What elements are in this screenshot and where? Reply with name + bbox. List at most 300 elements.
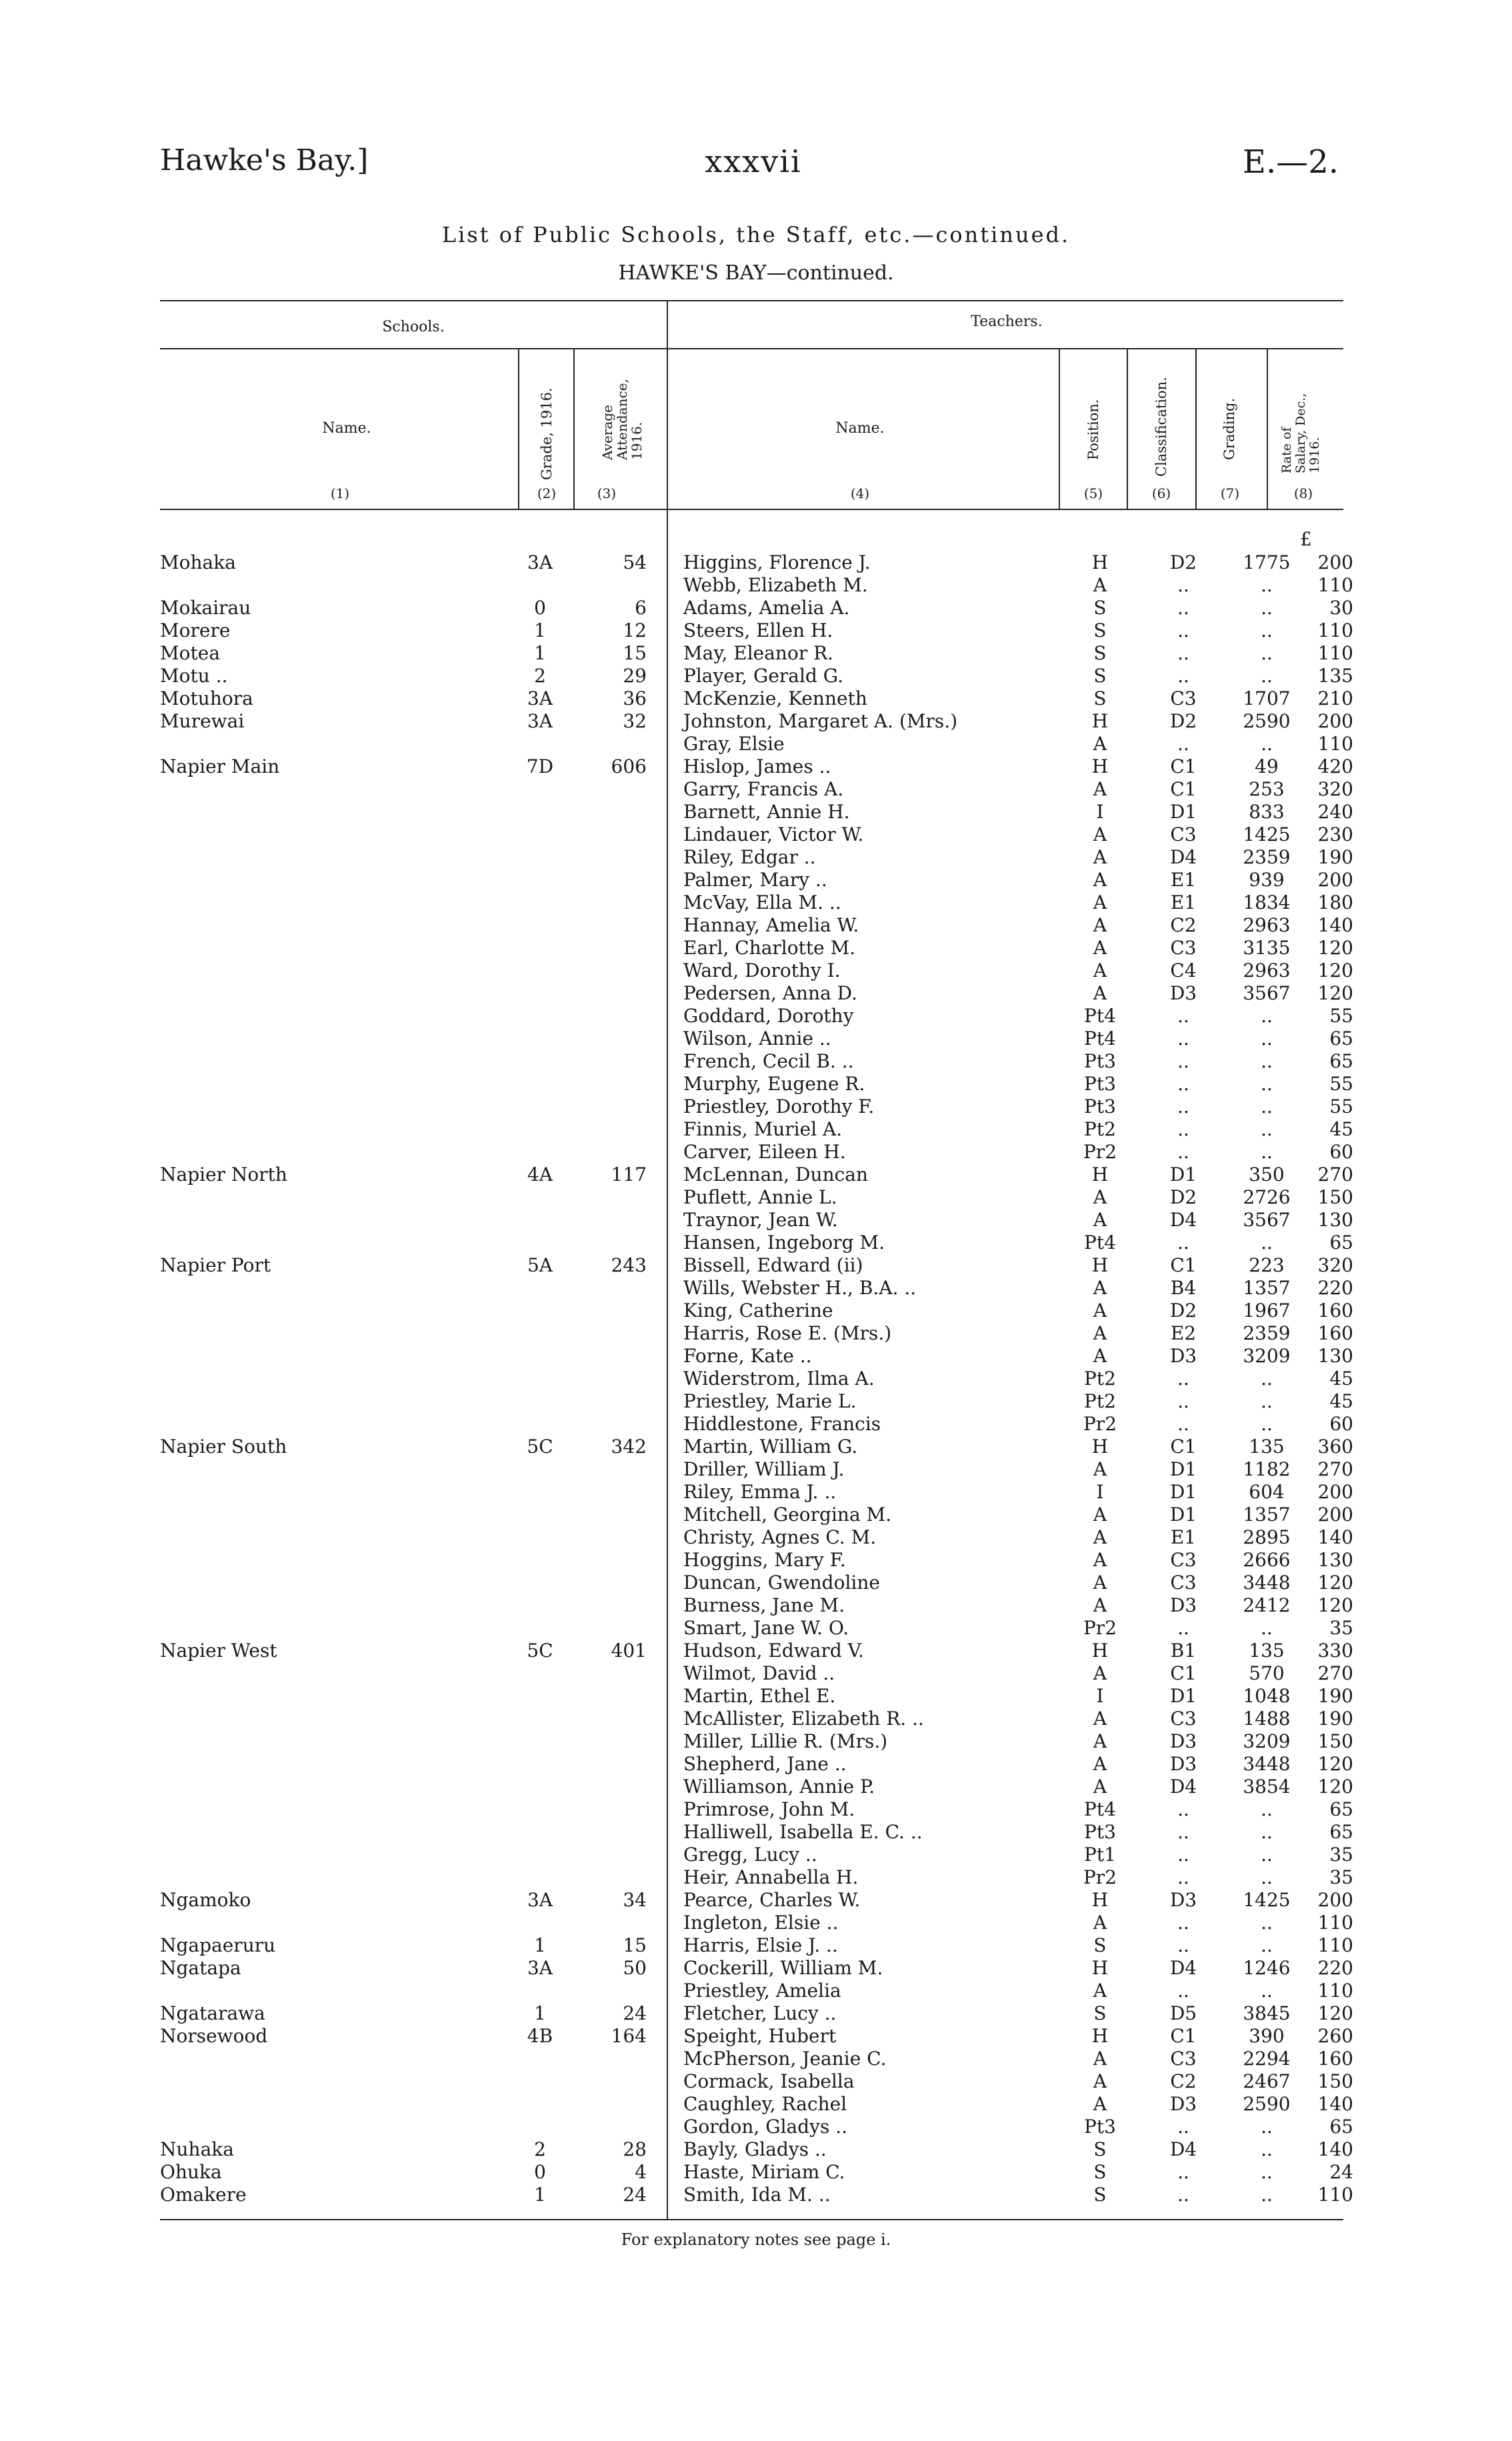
attendance-cell: 4 — [635, 2161, 647, 2183]
classification-cell: .. — [1177, 2116, 1189, 2138]
position-cell: I — [1096, 1481, 1104, 1503]
salary-cell: 110 — [1317, 2184, 1353, 2206]
school-name-cell: Napier West — [160, 1640, 277, 1662]
position-cell: S — [1093, 665, 1107, 687]
position-cell: A — [1093, 1594, 1107, 1616]
teacher-name-cell: Palmer, Mary .. — [683, 869, 827, 891]
grading-cell: .. — [1261, 665, 1273, 687]
teacher-name-cell: Priestley, Dorothy F. — [683, 1095, 875, 1117]
position-cell: Pt4 — [1084, 1005, 1116, 1027]
grading-cell: 1707 — [1243, 687, 1291, 709]
table-row — [160, 1458, 1353, 1481]
classification-cell: C3 — [1170, 687, 1197, 709]
position-cell: A — [1093, 1980, 1107, 2002]
salary-cell: 55 — [1329, 1095, 1353, 1117]
salary-cell: 140 — [1317, 2093, 1353, 2115]
grade-cell: 1 — [534, 642, 546, 664]
teacher-name-cell: Haste, Miriam C. — [683, 2161, 845, 2183]
salary-cell: 110 — [1317, 1980, 1353, 2002]
grade-cell: 5C — [527, 1640, 553, 1662]
position-cell: H — [1091, 1163, 1109, 1185]
position-cell: Pt4 — [1084, 1027, 1116, 1049]
grading-cell: .. — [1261, 1232, 1273, 1254]
salary-cell: 65 — [1329, 2116, 1353, 2138]
salary-cell: 120 — [1317, 2002, 1353, 2024]
school-name-cell: Norsewood — [160, 2025, 268, 2047]
table-row — [160, 1889, 1353, 1912]
table-row — [160, 778, 1353, 801]
grading-cell: 1488 — [1243, 1708, 1291, 1730]
table-row — [160, 642, 1353, 665]
teacher-name-cell: Duncan, Gwendoline — [683, 1572, 880, 1594]
grading-cell: 223 — [1249, 1254, 1285, 1276]
position-cell: A — [1093, 1322, 1107, 1344]
table-row — [160, 937, 1353, 959]
teacher-name-cell: Wills, Webster H., B.A. .. — [683, 1277, 917, 1299]
table-row — [160, 1549, 1353, 1572]
table-row — [160, 1413, 1353, 1436]
position-cell: H — [1091, 755, 1109, 777]
table-row — [160, 665, 1353, 687]
grading-cell: 3135 — [1243, 937, 1291, 959]
teacher-name-cell: Priestley, Amelia — [683, 1980, 841, 2002]
classification-cell: D1 — [1169, 1458, 1197, 1480]
school-name-cell: Motu .. — [160, 665, 228, 687]
table-row — [160, 1617, 1353, 1640]
position-cell: A — [1093, 1504, 1107, 1526]
grading-cell: .. — [1261, 1413, 1273, 1435]
divider-name-grade — [518, 349, 519, 509]
divider-pos-class — [1127, 349, 1128, 509]
grade-cell: 3A — [527, 710, 553, 732]
salary-cell: 55 — [1329, 1073, 1353, 1095]
salary-cell: 45 — [1329, 1390, 1353, 1412]
table-row — [160, 1662, 1353, 1685]
classification-cell: D1 — [1169, 1504, 1197, 1526]
table-row — [160, 687, 1353, 710]
grading-cell: 1425 — [1243, 1889, 1291, 1911]
school-name-cell: Nuhaka — [160, 2138, 234, 2160]
table-row — [160, 1232, 1353, 1254]
grading-cell: .. — [1261, 574, 1273, 596]
salary-cell: 24 — [1329, 2161, 1353, 2183]
teacher-name-cell: Higgins, Florence J. — [683, 551, 871, 573]
salary-cell: 120 — [1317, 1776, 1353, 1798]
salary-cell: 240 — [1317, 801, 1353, 823]
school-name-cell: Ngatarawa — [160, 2002, 265, 2024]
position-cell: Pt3 — [1084, 1073, 1116, 1095]
grading-cell: .. — [1261, 1934, 1273, 1956]
grade-cell: 0 — [534, 597, 546, 619]
table-row — [160, 1209, 1353, 1232]
grading-cell: 2590 — [1243, 710, 1291, 732]
school-name-cell: Ngapaeruru — [160, 1934, 276, 1956]
table-bottom-rule — [160, 2219, 1343, 2220]
position-cell: H — [1091, 710, 1109, 732]
position-cell: A — [1093, 1753, 1107, 1775]
salary-cell: 200 — [1317, 869, 1353, 891]
table-row — [160, 710, 1353, 733]
position-cell: Pt3 — [1084, 2116, 1116, 2138]
salary-cell: 330 — [1317, 1640, 1353, 1662]
table-row — [160, 1481, 1353, 1504]
position-cell: A — [1093, 1458, 1107, 1480]
position-cell: Pr2 — [1083, 1617, 1117, 1639]
salary-cell: 320 — [1317, 778, 1353, 800]
grading-cell: 1182 — [1243, 1458, 1291, 1480]
grading-cell: .. — [1261, 1798, 1273, 1820]
position-cell: A — [1093, 778, 1107, 800]
salary-cell: 120 — [1317, 1594, 1353, 1616]
school-name-cell: Napier South — [160, 1436, 287, 1458]
salary-cell: 35 — [1329, 1617, 1353, 1639]
grading-cell: 2895 — [1243, 1526, 1291, 1548]
position-cell: A — [1093, 869, 1107, 891]
salary-cell: 200 — [1317, 551, 1353, 573]
table-row — [160, 597, 1353, 619]
position-cell: A — [1093, 733, 1107, 755]
attendance-cell: 243 — [611, 1254, 647, 1276]
grading-cell: 2963 — [1243, 959, 1291, 981]
grading-cell: .. — [1261, 2138, 1273, 2160]
teacher-name-cell: Harris, Rose E. (Mrs.) — [683, 1322, 892, 1344]
teacher-name-cell: May, Eleanor R. — [683, 642, 834, 664]
classification-cell: .. — [1177, 1232, 1189, 1254]
attendance-cell: 32 — [623, 710, 647, 732]
teacher-name-cell: Webb, Elizabeth M. — [683, 574, 868, 596]
position-cell: A — [1093, 1776, 1107, 1798]
grade-cell: 1 — [534, 1934, 546, 1956]
grade-heading: Grade, 1916. — [539, 387, 555, 480]
grading-cell: .. — [1261, 733, 1273, 755]
classification-cell: C3 — [1170, 1572, 1197, 1594]
salary-cell: 35 — [1329, 1844, 1353, 1866]
table-row — [160, 1073, 1353, 1095]
table-row — [160, 1776, 1353, 1798]
salary-cell: 120 — [1317, 1753, 1353, 1775]
teacher-name-cell: Hiddlestone, Francis — [683, 1413, 881, 1435]
grading-cell: 3448 — [1243, 1753, 1291, 1775]
teacher-name-cell: Bissell, Edward (ii) — [683, 1254, 863, 1276]
salary-cell: 120 — [1317, 937, 1353, 959]
grading-cell: 3209 — [1243, 1345, 1291, 1367]
classification-cell: D3 — [1169, 2093, 1197, 2115]
grading-cell: .. — [1261, 1912, 1273, 1934]
teacher-name-cell: Riley, Emma J. .. — [683, 1481, 837, 1503]
salary-cell: 130 — [1317, 1209, 1353, 1231]
classification-cell: D4 — [1169, 1957, 1197, 1979]
teacher-name-cell: Martin, Ethel E. — [683, 1685, 836, 1707]
teacher-name-cell: Steers, Ellen H. — [683, 619, 833, 641]
classification-cell: C3 — [1170, 1708, 1197, 1730]
teacher-name-cell: Christy, Agnes C. M. — [683, 1526, 877, 1548]
table-row — [160, 1027, 1353, 1050]
attendance-cell: 36 — [623, 687, 647, 709]
colnum-3: (3) — [597, 485, 617, 501]
classification-cell: .. — [1177, 2184, 1189, 2206]
position-cell: S — [1093, 1934, 1107, 1956]
table-row — [160, 1866, 1353, 1889]
table-row — [160, 2070, 1353, 2093]
classification-cell: .. — [1177, 1912, 1189, 1934]
salary-heading: Rate of Salary, Dec., 1916. — [1279, 393, 1322, 473]
grading-cell: .. — [1261, 1368, 1273, 1390]
grade-cell: 4A — [527, 1163, 553, 1185]
grading-cell: 2726 — [1243, 1186, 1291, 1208]
grade-cell: 5A — [527, 1254, 553, 1276]
classification-cell: D3 — [1169, 982, 1197, 1004]
attendance-cell: 54 — [623, 551, 647, 573]
position-cell: A — [1093, 1708, 1107, 1730]
teacher-name-cell: Hannay, Amelia W. — [683, 914, 859, 936]
position-cell: Pr2 — [1083, 1141, 1117, 1163]
teacher-name-cell: Gordon, Gladys .. — [683, 2116, 848, 2138]
classification-cell: B1 — [1170, 1640, 1197, 1662]
classification-cell: C4 — [1170, 959, 1197, 981]
table-row — [160, 1685, 1353, 1708]
position-cell: A — [1093, 1912, 1107, 1934]
grading-cell: 2666 — [1243, 1549, 1291, 1571]
grading-cell: 1425 — [1243, 823, 1291, 845]
grading-cell: 2294 — [1243, 2048, 1291, 2070]
table-row — [160, 2025, 1353, 2048]
classification-cell: D1 — [1169, 1163, 1197, 1185]
divider-grade-att — [573, 349, 575, 509]
teacher-name-cell: Martin, William G. — [683, 1436, 858, 1458]
teacher-name-cell: Murphy, Eugene R. — [683, 1073, 865, 1095]
teacher-name-cell: Mitchell, Georgina M. — [683, 1504, 892, 1526]
teacher-name-cell: Riley, Edgar .. — [683, 846, 816, 868]
salary-cell: 270 — [1317, 1662, 1353, 1684]
attendance-cell: 15 — [623, 1934, 647, 1956]
grading-cell: 3567 — [1243, 1209, 1291, 1231]
position-cell: S — [1093, 2002, 1107, 2024]
teacher-name-cell: Cormack, Isabella — [683, 2070, 855, 2092]
currency-symbol: £ — [1300, 528, 1312, 550]
school-name-heading: Name. — [322, 420, 371, 437]
salary-cell: 110 — [1317, 642, 1353, 664]
teacher-name-cell: McAllister, Elizabeth R. .. — [683, 1708, 924, 1730]
school-name-cell: Mokairau — [160, 597, 251, 619]
grading-cell: 1775 — [1243, 551, 1291, 573]
position-cell: A — [1093, 1662, 1107, 1684]
classification-cell: C3 — [1170, 823, 1197, 845]
grade-cell: 2 — [534, 2138, 546, 2160]
divider-grading-salary — [1267, 349, 1268, 509]
teacher-name-cell: Priestley, Marie L. — [683, 1390, 857, 1412]
classification-cell: .. — [1177, 597, 1189, 619]
teacher-name-cell: Widerstrom, Ilma A. — [683, 1368, 875, 1390]
teacher-name-cell: Hoggins, Mary F. — [683, 1549, 846, 1571]
salary-cell: 65 — [1329, 1027, 1353, 1049]
position-cell: H — [1091, 1957, 1109, 1979]
school-name-cell: Motuhora — [160, 687, 253, 709]
salary-cell: 210 — [1317, 687, 1353, 709]
attendance-cell: 164 — [611, 2025, 647, 2047]
grading-cell: .. — [1261, 1005, 1273, 1027]
position-cell: A — [1093, 1209, 1107, 1231]
teacher-name-heading: Name. — [835, 420, 885, 437]
position-cell: Pr2 — [1083, 1413, 1117, 1435]
salary-cell: 45 — [1329, 1368, 1353, 1390]
position-cell: A — [1093, 1572, 1107, 1594]
table-row — [160, 1594, 1353, 1617]
position-cell: A — [1093, 1186, 1107, 1208]
table-row — [160, 619, 1353, 642]
table-row — [160, 1186, 1353, 1209]
attendance-cell: 15 — [623, 642, 647, 664]
attendance-cell: 28 — [623, 2138, 647, 2160]
grade-cell: 7D — [526, 755, 554, 777]
teacher-name-cell: Fletcher, Lucy .. — [683, 2002, 837, 2024]
position-cell: A — [1093, 1549, 1107, 1571]
position-cell: H — [1091, 1640, 1109, 1662]
table-row — [160, 1390, 1353, 1413]
teacher-name-cell: Puflett, Annie L. — [683, 1186, 837, 1208]
salary-cell: 110 — [1317, 1912, 1353, 1934]
salary-cell: 140 — [1317, 2138, 1353, 2160]
grading-cell: 1048 — [1243, 1685, 1291, 1707]
grading-cell: .. — [1261, 642, 1273, 664]
salary-cell: 360 — [1317, 1436, 1353, 1458]
grading-cell: 135 — [1249, 1640, 1285, 1662]
teacher-name-cell: Carver, Eileen H. — [683, 1141, 846, 1163]
salary-cell: 110 — [1317, 1934, 1353, 1956]
salary-cell: 30 — [1329, 597, 1353, 619]
classification-cell: D3 — [1169, 1889, 1197, 1911]
teacher-name-cell: Ward, Dorothy I. — [683, 959, 841, 981]
grading-cell: 3845 — [1243, 2002, 1291, 2024]
position-cell: H — [1091, 551, 1109, 573]
table-row — [160, 914, 1353, 937]
header-bottom-rule — [160, 509, 1343, 510]
table-row — [160, 982, 1353, 1005]
teacher-name-cell: Pearce, Charles W. — [683, 1889, 861, 1911]
position-cell: H — [1091, 1254, 1109, 1276]
classification-cell: D4 — [1169, 2138, 1197, 2160]
classification-cell: D4 — [1169, 1209, 1197, 1231]
teacher-name-cell: Driller, William J. — [683, 1458, 845, 1480]
position-cell: A — [1093, 846, 1107, 868]
table-row — [160, 1050, 1353, 1073]
salary-cell: 200 — [1317, 1889, 1353, 1911]
salary-cell: 160 — [1317, 1322, 1353, 1344]
divider-class-grading — [1195, 349, 1197, 509]
grading-cell: 3567 — [1243, 982, 1291, 1004]
position-cell: S — [1093, 2138, 1107, 2160]
school-name-cell: Motea — [160, 642, 221, 664]
grading-cell: 570 — [1249, 1662, 1285, 1684]
salary-cell: 65 — [1329, 1798, 1353, 1820]
table-row — [160, 869, 1353, 891]
salary-cell: 220 — [1317, 1277, 1353, 1299]
report-reference: E.—2. — [1242, 143, 1339, 181]
salary-cell: 120 — [1317, 959, 1353, 981]
table-row — [160, 1163, 1353, 1186]
classification-cell: C2 — [1170, 914, 1197, 936]
grading-cell: 1357 — [1243, 1277, 1291, 1299]
table-row — [160, 1912, 1353, 1934]
table-row — [160, 1504, 1353, 1526]
school-name-cell: Ngamoko — [160, 1889, 251, 1911]
grading-cell: 1357 — [1243, 1504, 1291, 1526]
classification-cell: E2 — [1170, 1322, 1197, 1344]
grading-cell: 1246 — [1243, 1957, 1291, 1979]
classification-cell: C1 — [1170, 1436, 1197, 1458]
position-cell: A — [1093, 891, 1107, 913]
salary-cell: 150 — [1317, 1730, 1353, 1752]
position-cell: A — [1093, 937, 1107, 959]
attendance-cell: 117 — [611, 1163, 647, 1185]
salary-cell: 150 — [1317, 2070, 1353, 2092]
teacher-name-cell: Speight, Hubert — [683, 2025, 837, 2047]
attendance-cell: 29 — [623, 665, 647, 687]
classification-cell: .. — [1177, 1095, 1189, 1117]
salary-cell: 160 — [1317, 1300, 1353, 1322]
grading-cell: 3854 — [1243, 1776, 1291, 1798]
classification-cell: .. — [1177, 1798, 1189, 1820]
grading-cell: 2467 — [1243, 2070, 1291, 2092]
position-cell: S — [1093, 2161, 1107, 2183]
teacher-name-cell: Barnett, Annie H. — [683, 801, 850, 823]
grade-cell: 3A — [527, 1889, 553, 1911]
salary-cell: 135 — [1317, 665, 1353, 687]
classification-cell: D5 — [1169, 2002, 1197, 2024]
position-cell: S — [1093, 687, 1107, 709]
position-cell: Pt4 — [1084, 1798, 1116, 1820]
table-row — [160, 1708, 1353, 1730]
salary-cell: 60 — [1329, 1413, 1353, 1435]
classification-cell: E1 — [1170, 869, 1197, 891]
salary-cell: 270 — [1317, 1458, 1353, 1480]
grading-cell: 3448 — [1243, 1572, 1291, 1594]
position-cell: I — [1096, 801, 1104, 823]
school-name-cell: Ngatapa — [160, 1957, 241, 1979]
position-cell: H — [1091, 2025, 1109, 2047]
position-cell: A — [1093, 1300, 1107, 1322]
classification-cell: .. — [1177, 1934, 1189, 1956]
attendance-cell: 24 — [623, 2002, 647, 2024]
grading-cell: 49 — [1255, 755, 1279, 777]
grading-cell: .. — [1261, 1844, 1273, 1866]
teacher-name-cell: Earl, Charlotte M. — [683, 937, 856, 959]
classification-cell: D2 — [1169, 1186, 1197, 1208]
position-cell: Pt2 — [1084, 1118, 1116, 1140]
teacher-name-cell: Forne, Kate .. — [683, 1345, 812, 1367]
salary-cell: 140 — [1317, 914, 1353, 936]
classification-cell: D2 — [1169, 1300, 1197, 1322]
salary-cell: 110 — [1317, 733, 1353, 755]
teacher-name-cell: French, Cecil B. .. — [683, 1050, 854, 1072]
table-row — [160, 733, 1353, 755]
salary-cell: 160 — [1317, 2048, 1353, 2070]
attendance-cell: 12 — [623, 619, 647, 641]
table-row — [160, 891, 1353, 914]
colnum-2: (2) — [537, 485, 557, 501]
table-row — [160, 1300, 1353, 1322]
teacher-name-cell: Finnis, Muriel A. — [683, 1118, 843, 1140]
grading-cell: 3209 — [1243, 1730, 1291, 1752]
salary-cell: 270 — [1317, 1163, 1353, 1185]
grading-cell: 939 — [1249, 869, 1285, 891]
position-cell: Pt2 — [1084, 1368, 1116, 1390]
grading-cell: .. — [1261, 2184, 1273, 2206]
table-row — [160, 1277, 1353, 1300]
teacher-name-cell: Heir, Annabella H. — [683, 1866, 859, 1888]
teacher-name-cell: McPherson, Jeanie C. — [683, 2048, 887, 2070]
classification-cell: .. — [1177, 1118, 1189, 1140]
salary-cell: 130 — [1317, 1345, 1353, 1367]
